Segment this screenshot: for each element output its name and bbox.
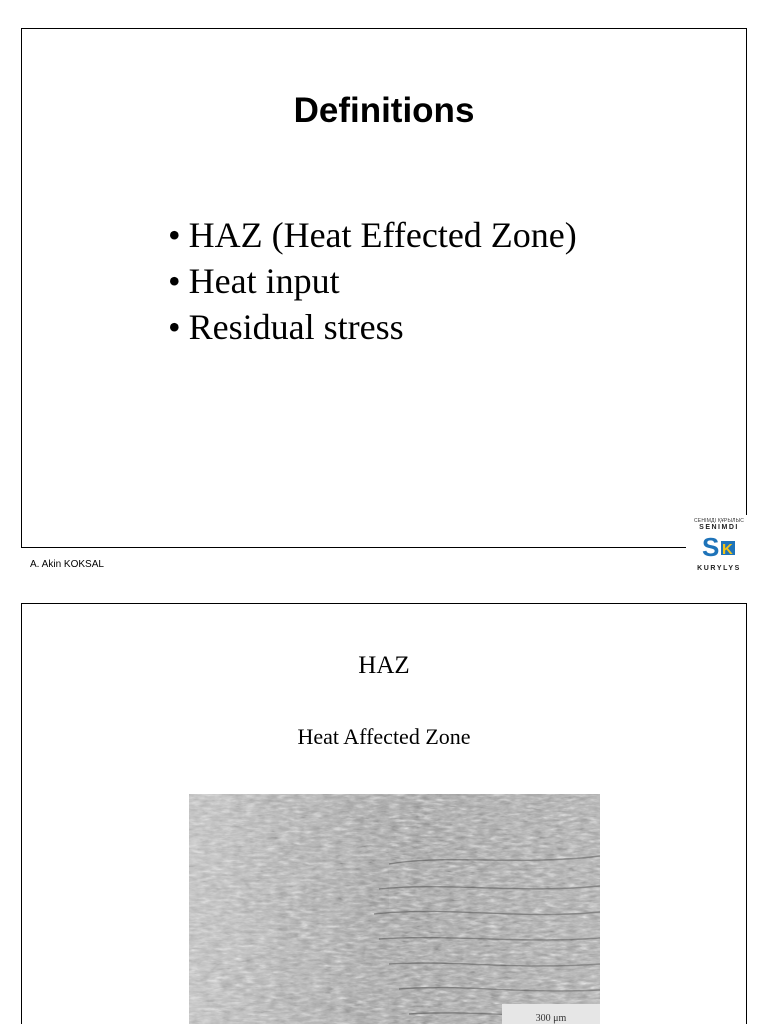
list-item [168,258,577,304]
slide-haz [21,603,747,1024]
company-logo [686,515,752,577]
logo-mid-text: SENIMDI [699,524,739,531]
bullet-text: Residual stress [188,307,404,347]
slide-title: Definitions [293,91,475,130]
micrograph-graphic [189,794,600,1024]
list-item [168,212,577,258]
logo-top-text: СЕНІМДІ ҚҰРЫЛЫС [693,518,745,524]
logo-mark-icon [699,533,739,559]
list-item [168,304,577,350]
logo-k-letter: K [722,541,733,558]
logo-s-letter: S [702,533,720,559]
logo-bottom-text: KURYLYS [697,565,741,572]
slide-subtitle: Heat Affected Zone [297,724,471,749]
bullet-glyph: • [168,215,181,255]
slide-definitions [21,28,747,548]
slide-title: HAZ [358,652,410,679]
scale-bar-label: 300 μm [502,1004,600,1024]
bullet-text: Heat input [188,261,340,301]
footer-author: A. Akin KOKSAL [30,559,104,570]
bullet-glyph: • [168,307,181,347]
bullet-glyph: • [168,261,181,301]
bullet-list [168,212,577,350]
bullet-text: HAZ (Heat Effected Zone) [188,215,577,255]
haz-micrograph-image [189,794,600,1024]
